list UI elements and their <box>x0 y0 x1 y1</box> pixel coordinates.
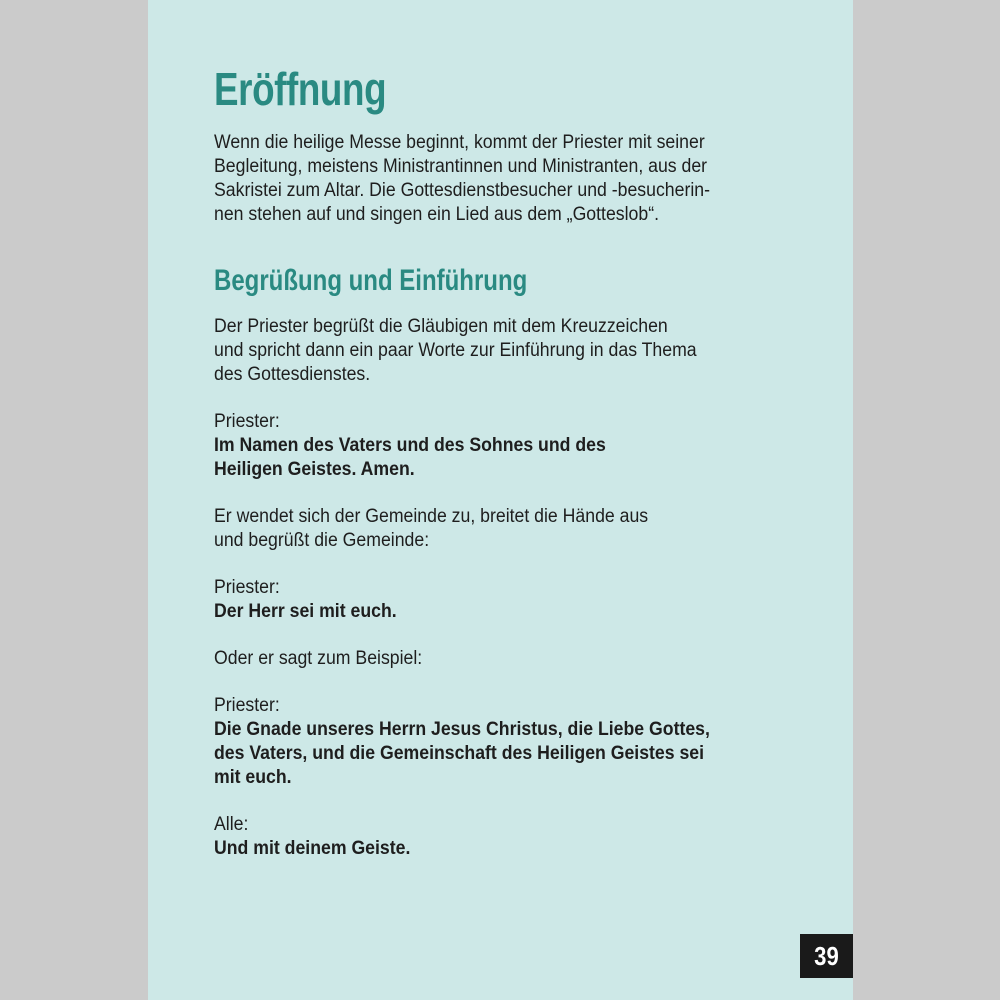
alternative-line: Oder er sagt zum Beispiel: <box>214 648 423 669</box>
subsection-heading: Begrüßung und Einführung <box>214 264 528 297</box>
intro-line: Wenn die heilige Messe beginnt, kommt der Priester mit seiner <box>214 132 705 153</box>
spoken-line: Und mit deinem Geiste. <box>214 838 411 859</box>
dialogue-block-1 <box>214 410 772 482</box>
intro-line: nen stehen auf und singen ein Lied aus dem „Gotteslob“. <box>214 204 660 225</box>
page-number-badge <box>800 934 853 978</box>
spoken-line: Heiligen Geistes. Amen. <box>214 459 415 480</box>
speaker-label: Priester: <box>214 411 280 432</box>
spoken-line: Die Gnade unseres Herrn Jesus Christus, die Liebe Gottes, <box>214 719 710 740</box>
dialogue-block-2 <box>214 576 772 624</box>
alternative-paragraph <box>214 647 772 671</box>
spoken-line: des Vaters, und die Gemeinschaft des Heiligen Geistes sei <box>214 743 705 764</box>
spoken-line: Der Herr sei mit euch. <box>214 601 397 622</box>
turn-paragraph <box>214 505 772 553</box>
greeting-intro-paragraph <box>214 315 772 387</box>
speaker-label: Priester: <box>214 695 280 716</box>
section-heading: Eröffnung <box>214 63 387 115</box>
greeting-intro-line: Der Priester begrüßt die Gläubigen mit dem Kreuzzeichen <box>214 316 668 337</box>
dialogue-block-3 <box>214 694 772 790</box>
greeting-intro-line: des Gottesdienstes. <box>214 364 371 385</box>
speaker-label: Priester: <box>214 577 280 598</box>
spoken-line: Im Namen des Vaters und des Sohnes und des <box>214 435 606 456</box>
dialogue-block-4 <box>214 813 772 861</box>
spoken-line: mit euch. <box>214 767 292 788</box>
page-content <box>214 58 814 861</box>
intro-line: Sakristei zum Altar. Die Gottesdienstbesucher und -besucherin- <box>214 180 710 201</box>
intro-paragraph <box>214 131 772 227</box>
intro-line: Begleitung, meistens Ministrantinnen und Ministranten, aus der <box>214 156 708 177</box>
greeting-intro-line: und spricht dann ein paar Worte zur Einführung in das Thema <box>214 340 697 361</box>
speaker-label: Alle: <box>214 814 249 835</box>
turn-line: und begrüßt die Gemeinde: <box>214 530 430 551</box>
page-number: 39 <box>814 941 839 971</box>
document-page <box>148 0 853 1000</box>
turn-line: Er wendet sich der Gemeinde zu, breitet die Hände aus <box>214 506 649 527</box>
